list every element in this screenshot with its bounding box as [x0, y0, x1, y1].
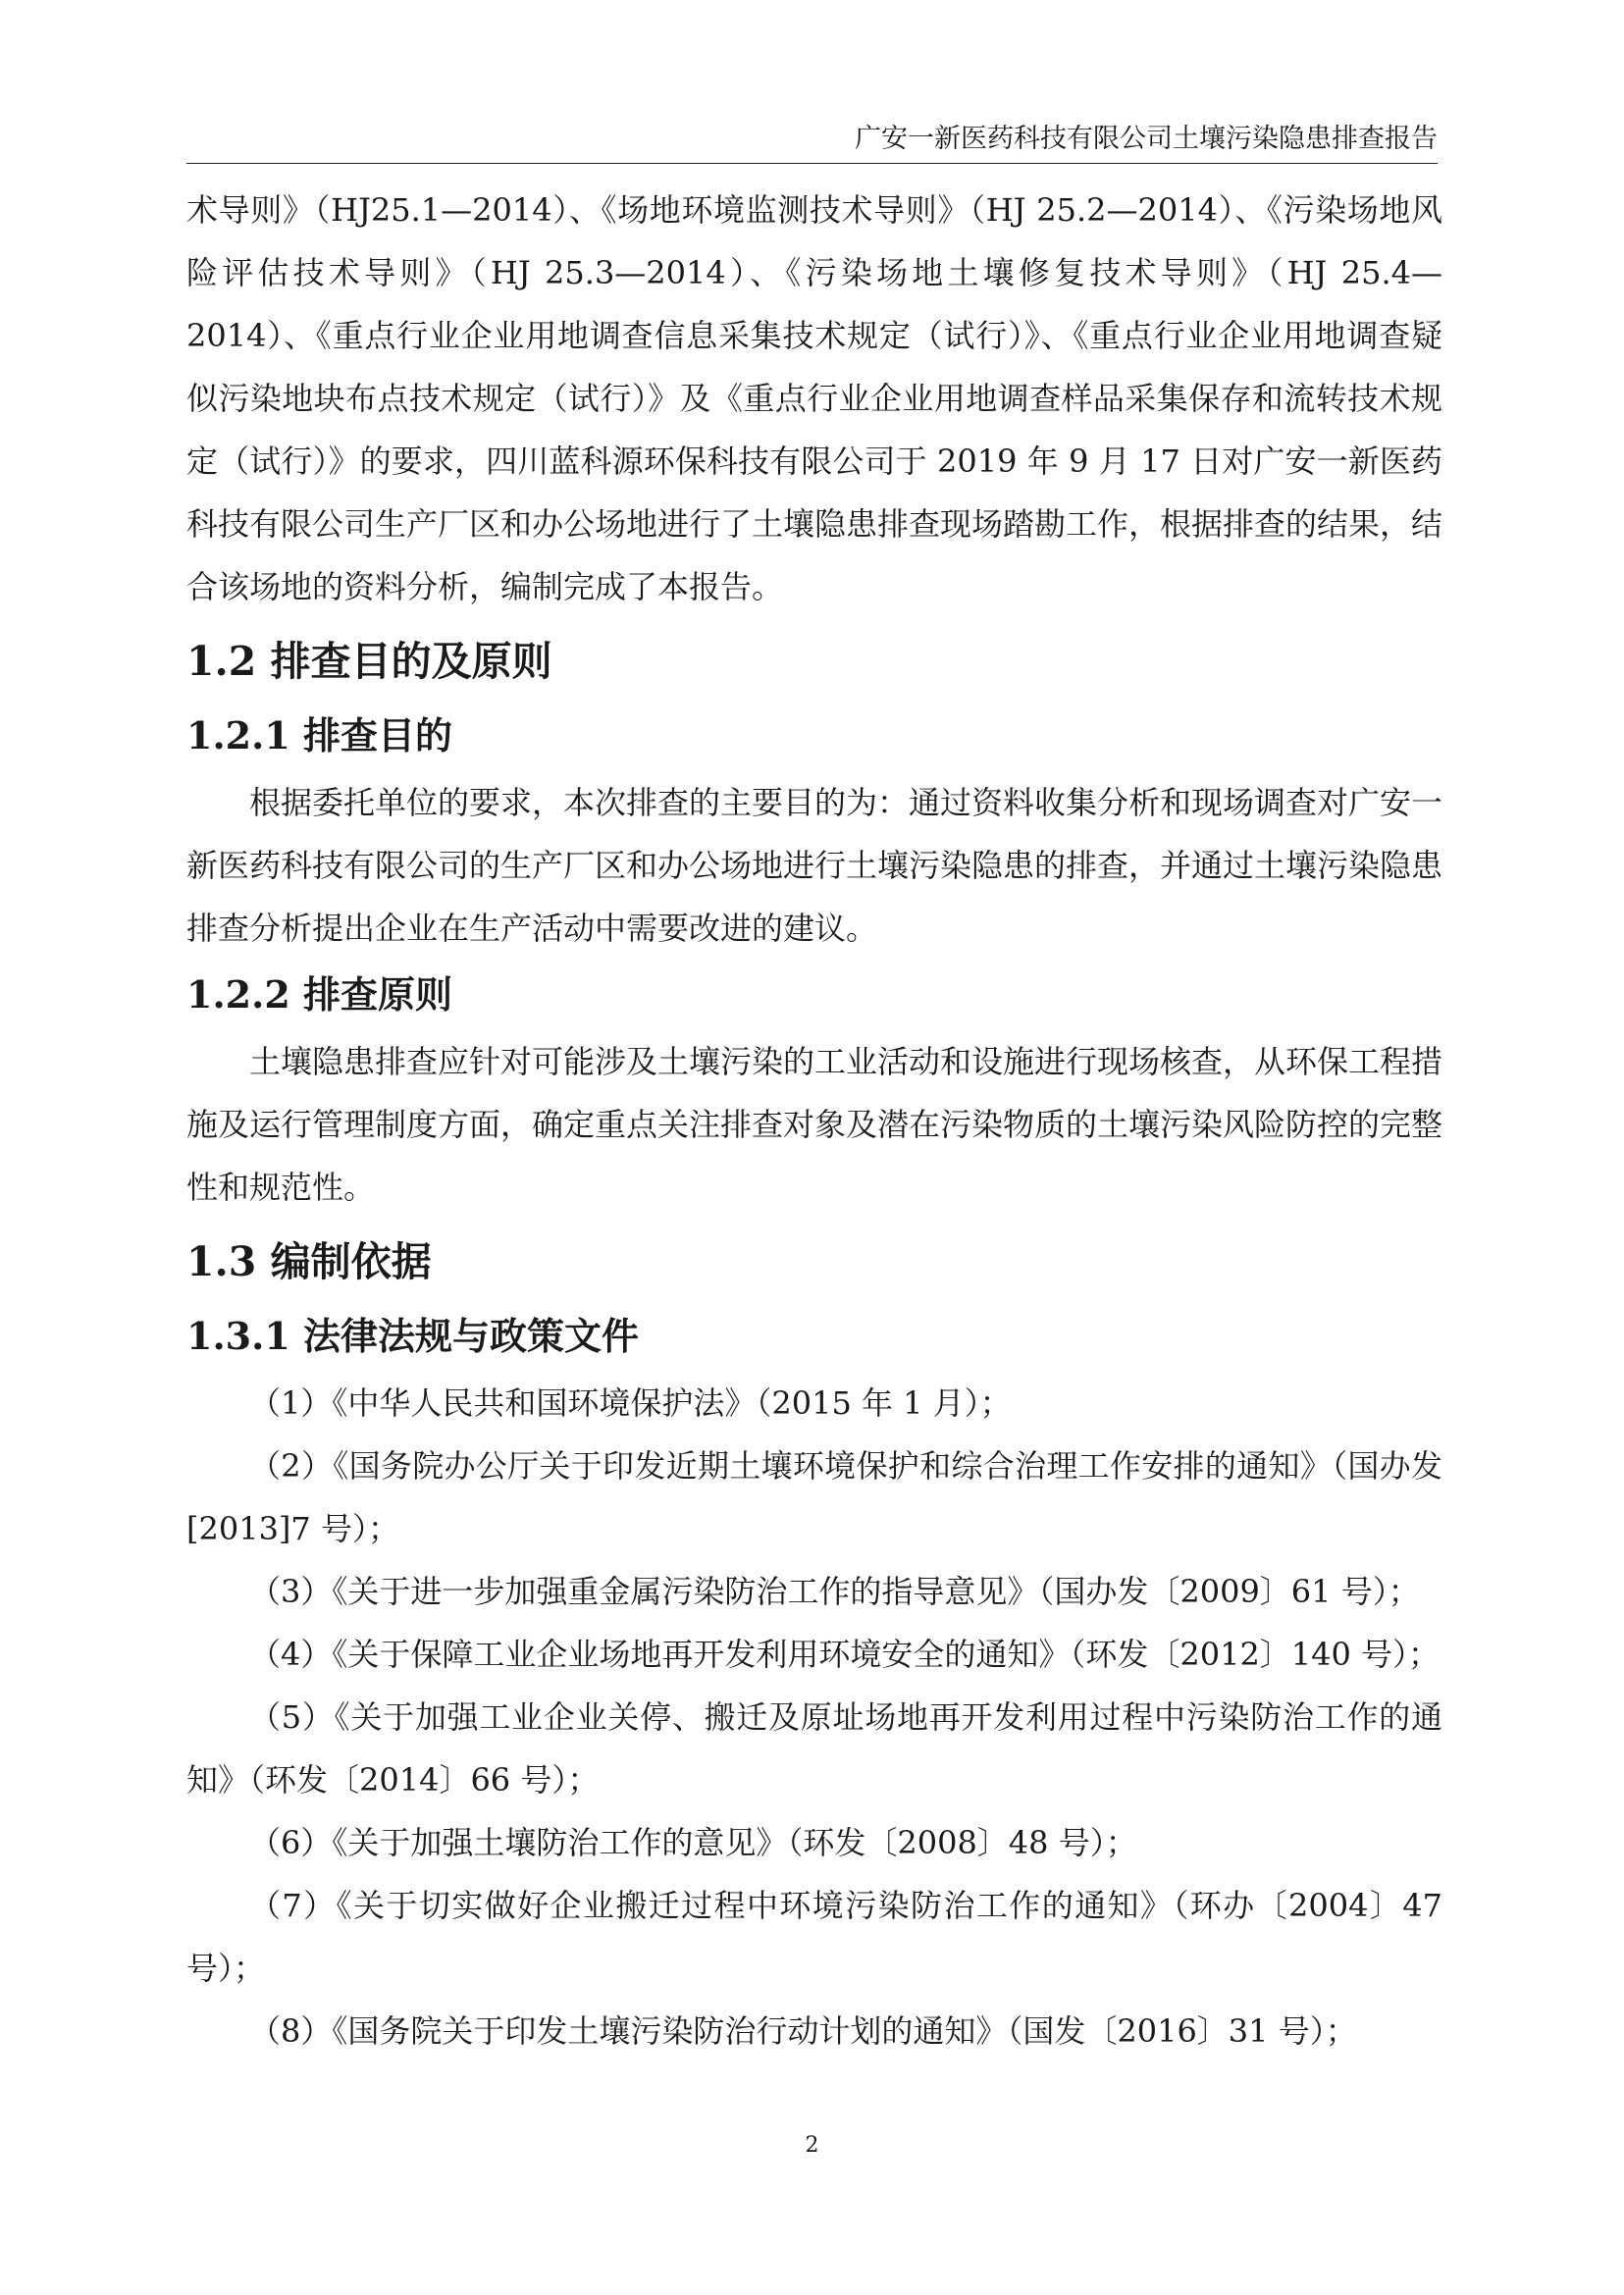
section-1-2-1-paragraph: 根据委托单位的要求，本次排查的主要目的为：通过资料收集分析和现场调查对广安一新医药科技有限公司的生产厂区和办公场地进行土壤污染隐患的排查，并通过土壤污染隐患排查分析提出企业在生产活动中需要改进的建议。 — [186, 784, 1443, 947]
page-number: 2 — [805, 2133, 819, 2158]
reference-item: （6）《关于加强土壤防治工作的意见》（环发〔2008〕48 号）； — [249, 1824, 1137, 1861]
reference-item: （8）《国务院关于印发土壤污染防治行动计划的通知》（国发〔2016〕31 号）； — [249, 2012, 1357, 2050]
section-1-2-1-heading: 1.2.1 排查目的 — [186, 713, 453, 757]
section-1-3-1-heading: 1.3.1 法律法规与政策文件 — [186, 1314, 640, 1358]
section-1-2-heading: 1.2 排查目的及原则 — [186, 638, 552, 685]
reference-item: （5）《关于加强工业企业关停、搬迁及原址场地再开发利用过程中污染防治工作的通知》（环发〔2014〕66 号）； — [186, 1698, 1442, 1799]
reference-item: （7）《关于切实做好企业搬迁过程中环境污染防治工作的通知》（环办〔2004〕47 号）； — [186, 1887, 1442, 1987]
reference-item: （1）《中华人民共和国环境保护法》（2015 年 1 月）； — [249, 1384, 1012, 1422]
section-1-2-2-paragraph: 土壤隐患排查应针对可能涉及土壤污染的工业活动和设施进行现场核查，从环保工程措施及运行管理制度方面，确定重点关注排查对象及潜在污染物质的土壤污染风险防控的完整性和规范性。 — [186, 1043, 1443, 1206]
section-1-3-heading: 1.3 编制依据 — [186, 1238, 432, 1285]
intro-continuation-paragraph: 术导则》（HJ25.1—2014）、《场地环境监测技术导则》（HJ 25.2—2014）、《污染场地风险评估技术导则》（HJ 25.3—2014）、《污染场地土壤修复技术导则》（HJ 25.4—2014）、《重点行业企业用地调查信息采集技术规定（试行）》、《重点行业企业用地调查疑似污染地块布点技术规定（试行）》及《重点行业企业用地调查样品采集保存和流转技术规定（试行）》的要求，四川蓝科源环保科技有限公司于 2019 年 9 月 17 日对广安一新医药科技有限公司生产厂区和办公场地进行了土壤隐患排查现场踏勘工作，根据排查的结果，结合该场地的资料分析，编制完成了本报告。 — [186, 191, 1443, 605]
reference-item: （4）《关于保障工业企业场地再开发利用环境安全的通知》（环发〔2012〕140 号）； — [249, 1636, 1441, 1673]
section-1-2-2-heading: 1.2.2 排查原则 — [186, 972, 453, 1017]
page-footer — [0, 2133, 1624, 2158]
page-header — [186, 116, 1438, 164]
header-title: 广安一新医药科技有限公司土壤污染隐患排查报告 — [855, 124, 1438, 154]
reference-item: （2）《国务院办公厅关于印发近期土壤环境保护和综合治理工作安排的通知》（国办发[2013]7 号）； — [186, 1447, 1442, 1547]
reference-item: （3）《关于进一步加强重金属污染防治工作的指导意见》（国办发〔2009〕61 号）； — [249, 1573, 1420, 1610]
page-body — [186, 179, 1442, 2062]
